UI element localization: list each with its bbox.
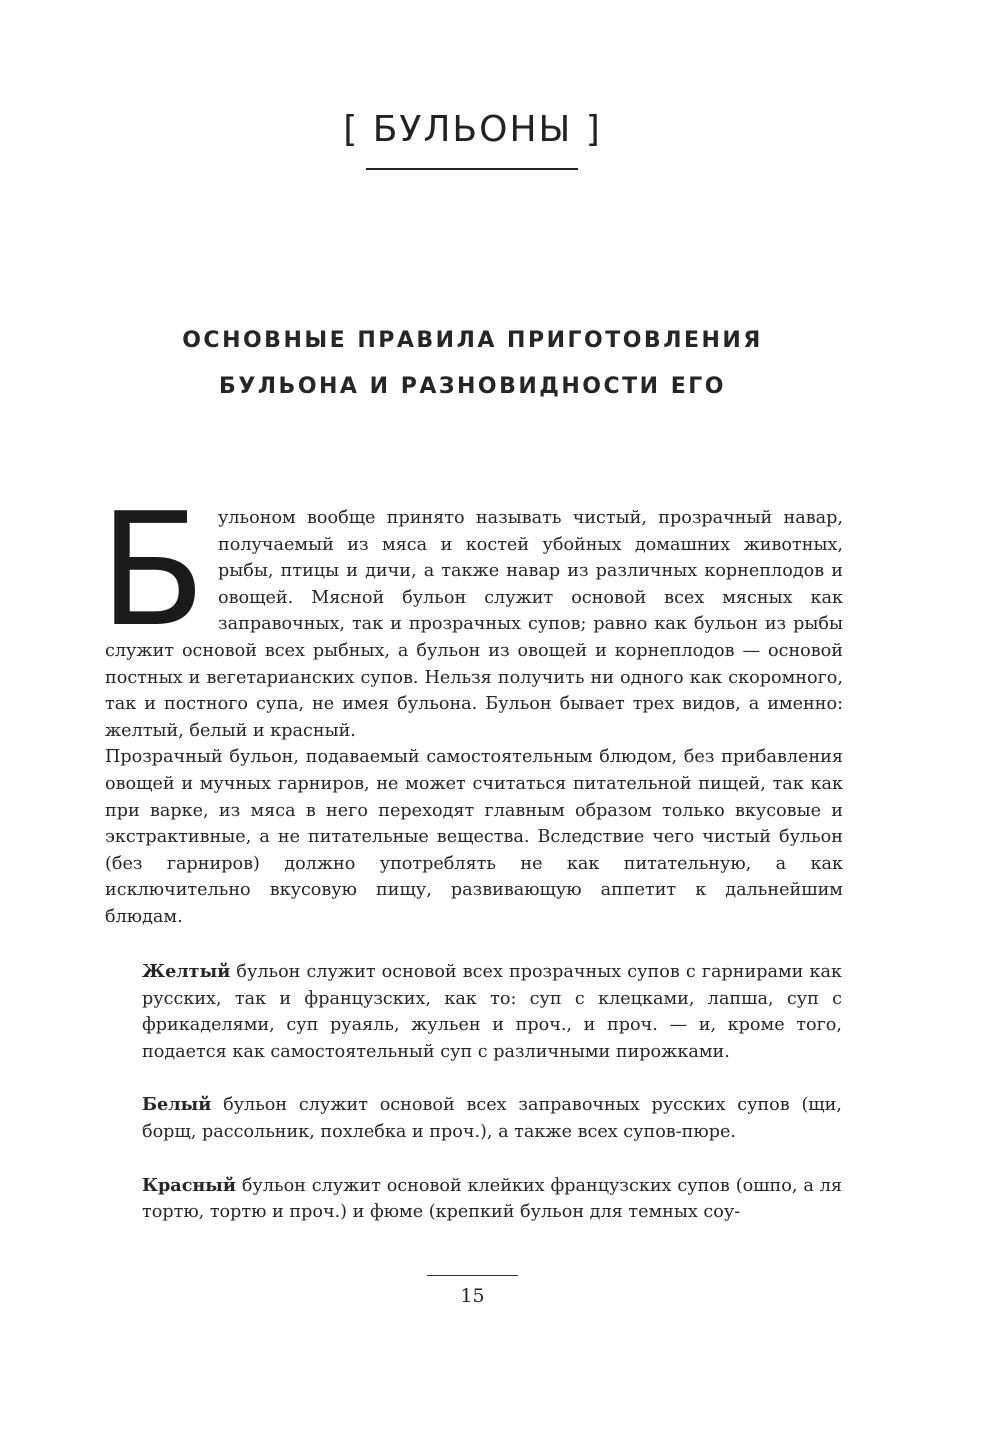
definition-text: бульон служит основой всех заправочных русских супов (щи, борщ, рассольник, похлебка и проч.), а также всех супов-пюре. [142,1095,842,1142]
second-paragraph: Прозрачный бульон, подаваемый самостоятельным блюдом, без прибавления овощей и мучных гарниров, не может считаться питательной пищей, так как при варке, из мяса в него переходят главным образом только вкусовые и экстрактивные, а не питательные вещества. Вследствие чего чистый бульон (без гарниров) должно употреблять не как питательную, а как исключительно вкусовую пищу, развивающую аппетит к дальнейшим блюдам. [105,747,843,927]
intro-paragraph [99,479,843,744]
definition-term: Красный [142,1174,236,1196]
definition-text: бульон служит основой всех прозрачных супов с гарнирами как русских, так и французских, как то: суп с клецками, лапша, суп с фрикаделями, суп руаяль, жульен и проч., и проч. — и, кроме того, подается как самостоятельный суп с различными пирожками. [142,962,842,1062]
section-title [0,318,945,410]
intro-paragraph-text: ульоном вообще принято называть чистый, прозрачный навар, получаемый из мяса и костей убойных домашних животных, рыбы, птицы и дичи, а также навар из различных корнеплодов и овощей. Мясной бульон служит основой всех мясных как заправочных, так и прозрачных супов; равно как бульон из рыбы служит основой всех рыбных, а бульон из овощей и корнеплодов — основой постных и вегетарианских супов. Нельзя получить ни одного как скоромного, так и постного супа, не имея бульона. Бульон бывает трех видов, а именно: желтый, белый и красный. [105,508,843,741]
definition-yellow [142,959,842,1065]
definition-term: Желтый [142,961,231,982]
page-number: 15 [460,1285,485,1307]
chapter-title-underline [366,168,578,170]
section-title-line-2: БУЛЬОНА И РАЗНОВИДНОСТИ ЕГО [219,374,726,399]
definition-white [142,1092,842,1145]
body-text [99,479,843,931]
chapter-title: [ БУЛЬОНЫ ] [343,109,602,150]
definition-text: бульон служит основой клейких французских супов (ошпо, а ля тортю, тортю и проч.) и фюме (крепкий бульон для темных соу- [142,1175,842,1223]
drop-cap: Б [99,479,207,661]
definition-red [142,1173,842,1226]
broth-types [142,959,842,1253]
page-number-rule [427,1275,518,1276]
definition-term: Белый [142,1094,212,1116]
section-title-line-1: ОСНОВНЫЕ ПРАВИЛА ПРИГОТОВЛЕНИЯ [182,328,763,353]
